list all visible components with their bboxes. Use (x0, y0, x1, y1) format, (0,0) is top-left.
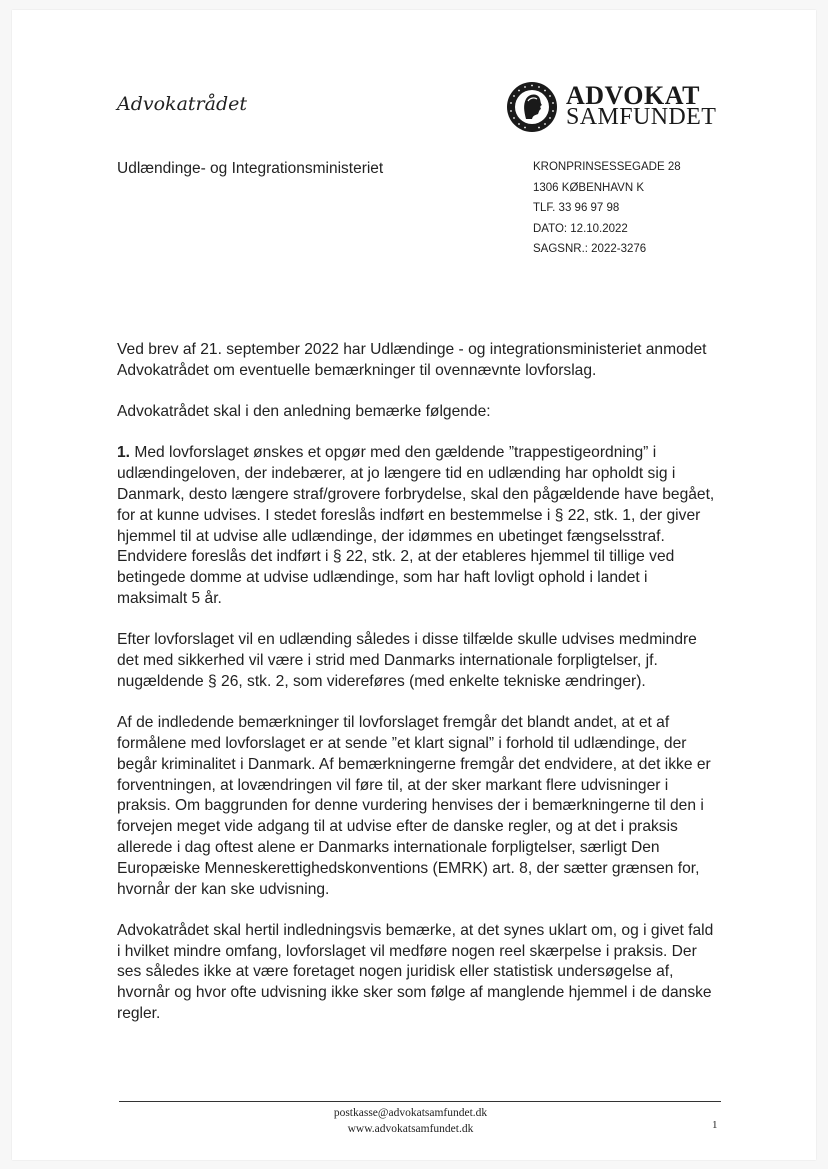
paragraph-3: Af de indledende bemærkninger til lovforslaget fremgår det blandt andet, at et af formålene med lovforslaget er at sende ”et klart signal” i forhold til udlændinge, der begår kriminalitet i Danmark. Af bemærkningerne fremgår det endvidere, at det ikke er forventningen, at lovændringen vil føre til, at der sker markant flere udvisninger i praksis. Om baggrunden for denne vurdering henvises der i bemærkningerne til den i forvejen meget vide adgang til at udvise efter de danske regler, og at det i praksis allerede i dag oftest alene er Danmarks internationale forpligtelser, særligt Den Europæiske Menneskerettighedskonventions (EMRK) art. 8, der sætter grænsen for, hvornår der kan ske udvisning. (117, 714, 711, 898)
letter-body (117, 340, 717, 1045)
sender-name: Advokatrådet (117, 93, 247, 115)
paragraph-4: Advokatrådet skal hertil indledningsvis bemærke, at det synes uklart om, og i givet fald i hvilket mindre omfang, lovforslaget vil medføre nogen reel skærpelse i praksis. Der ses således ikke at være foretaget nogen juridisk eller statistisk undersøgelse af, hvornår og hvor ofte udvisning ikke sker som følge af manglende hjemmel i de danske regler. (117, 921, 714, 1023)
page-number: 1 (712, 1119, 718, 1131)
seal-icon (506, 81, 558, 133)
sender-address-block (533, 157, 681, 260)
intro-paragraph: Ved brev af 21. september 2022 har Udlændinge - og integrationsministeriet anmodet Advokatrådet om eventuelle bemærkninger til ovennævnte lovforslag. (117, 341, 707, 379)
footer-email[interactable]: postkasse@advokatsamfundet.dk (333, 1107, 488, 1119)
case-number: SAGSNR.: 2022-3276 (533, 243, 647, 255)
advokatsamfundet-logo (506, 79, 716, 137)
address-city: 1306 KØBENHAVN K (533, 181, 645, 194)
footer (0, 1105, 828, 1137)
lead-paragraph: Advokatrådet skal i den anledning bemærke følgende: (117, 403, 491, 421)
logo-line-1: ADVOKAT (566, 81, 700, 110)
address-phone: TLF. 33 96 97 98 (533, 202, 620, 214)
section-1-text: Med lovforslaget ønskes et opgør med den gældende ”trappestigeordning” i udlændingeloven, der indebærer, at jo længere tid en udlænding har opholdt sig i Danmark, desto længere straf/grovere forbrydelse, skal den pågældende have begået, for at kunne udvises. I stedet foreslås indført en bestemmelse i § 22, stk. 1, der giver hjemmel til at udvise alle udlændinge, der idømmes en ubetinget fængselsstraf. Endvidere foreslås det indført i § 22, stk. 2, at der etableres hjemmel til tillige ved betingede domme at udvise udlændinge, som har haft lovligt ophold i landet i maksimalt 5 år. (117, 444, 715, 607)
paragraph-2: Efter lovforslaget vil en udlænding således i disse tilfælde skulle udvises medmindre det med sikkerhed vil være i strid med Danmarks internationale forpligtelser, jf. nugældende § 26, stk. 2, som videreføres (med enkelte tekniske ændringer). (117, 631, 697, 690)
recipient: Udlændinge- og Integrationsministeriet (117, 160, 384, 177)
logo-line-2: SAMFUNDET (566, 104, 717, 130)
section-number: 1. (117, 444, 131, 462)
address-street: KRONPRINSESSEGADE 28 (533, 161, 681, 173)
letter-date: DATO: 12.10.2022 (533, 222, 628, 235)
footer-website[interactable]: www.advokatsamfundet.dk (347, 1123, 474, 1135)
section-1-paragraph (117, 443, 717, 609)
footer-divider (119, 1101, 721, 1102)
